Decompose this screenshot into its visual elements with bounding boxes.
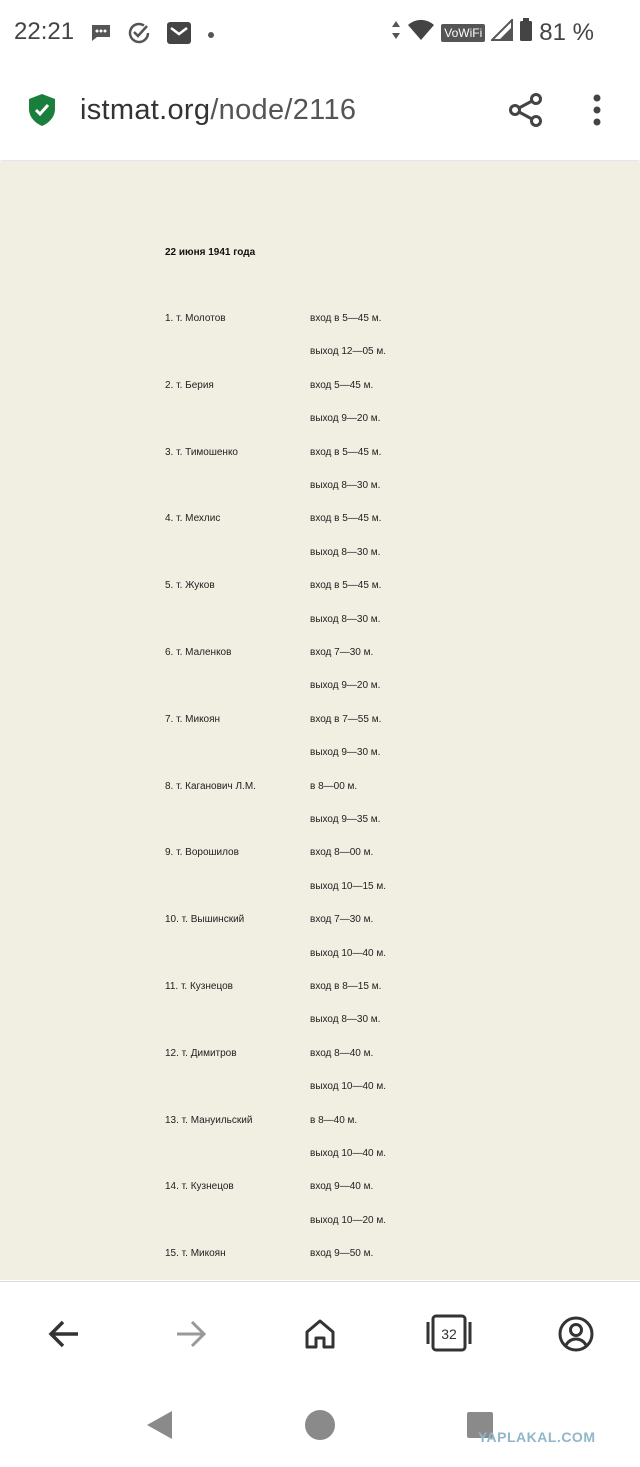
page-content: [0, 162, 640, 1280]
visit-log-row: [165, 313, 565, 333]
more-notifications-dot-icon: [206, 27, 216, 45]
visitor-name: 6. т. Маленков: [165, 647, 232, 658]
visit-log-row: [165, 781, 565, 801]
visit-log-row: [165, 914, 565, 934]
visitor-name: 12. т. Димитров: [165, 1047, 237, 1059]
entry-time: вход в 5—45 м.: [310, 446, 382, 458]
exit-time: выход 10—40 м.: [310, 1148, 387, 1159]
visitor-name: 14. т. Кузнецов: [165, 1181, 234, 1193]
visit-log-row: [165, 1081, 565, 1101]
battery-icon: [519, 18, 533, 47]
battery-percent: 81 %: [539, 18, 594, 46]
home-icon[interactable]: [298, 1312, 342, 1356]
visit-log-row: [165, 747, 565, 767]
visit-log-row: [165, 614, 565, 634]
browser-bottom-toolbar: [0, 1281, 640, 1382]
visit-log-row: [165, 380, 565, 400]
exit-time: выход 8—30 м.: [310, 546, 381, 558]
visit-log-row: [165, 814, 565, 834]
entry-time: вход 8—00 м.: [310, 847, 374, 859]
document-date: 22 июня 1941 года: [165, 247, 256, 258]
visitor-name: 4. т. Мехлис: [165, 513, 221, 525]
entry-time: вход в 8—15 м.: [310, 981, 382, 992]
visitor-name: 13. т. Мануильский: [165, 1114, 253, 1126]
visit-log-row: [165, 847, 565, 867]
visit-log-row: [165, 580, 565, 600]
visitor-name: 3. т. Тимошенко: [165, 446, 238, 458]
exit-time: выход 12—05 м.: [310, 346, 387, 358]
visitor-name: 8. т. Каганович Л.М.: [165, 780, 256, 792]
secure-shield-icon[interactable]: [28, 93, 56, 132]
exit-time: выход 10—20 м.: [310, 1214, 387, 1226]
notification-icons: [90, 20, 216, 51]
system-home-icon[interactable]: [304, 1409, 336, 1446]
system-status-icons: [391, 18, 594, 47]
cell-signal-icon: [491, 19, 513, 46]
browser-address-bar: [0, 66, 640, 160]
entry-time: вход 8—40 м.: [310, 1047, 374, 1059]
overflow-menu-icon[interactable]: [586, 94, 608, 133]
url-domain: istmat.org: [80, 94, 211, 126]
exit-time: выход 8—30 м.: [310, 1014, 381, 1026]
visit-log-row: [165, 513, 565, 533]
tabs-switcher-icon[interactable]: [426, 1312, 472, 1356]
visit-log-row: [165, 547, 565, 567]
status-bar: [0, 0, 640, 66]
exit-time: выход 10—15 м.: [310, 880, 387, 892]
wifi-icon: [407, 19, 435, 46]
vowifi-badge: VoWiFi: [441, 24, 485, 42]
message-notification-icon: [90, 23, 112, 48]
watermark: YAPLAKAL.COM: [478, 1429, 596, 1445]
exit-time: выход 9—20 м.: [310, 413, 381, 425]
entry-time: вход 7—30 м.: [310, 647, 374, 658]
visit-log-row: [165, 1148, 565, 1168]
visit-log-row: [165, 981, 565, 1001]
visit-log-row: [165, 1181, 565, 1201]
entry-time: вход в 5—45 м.: [310, 513, 382, 525]
visit-log-row: [165, 1048, 565, 1068]
back-arrow-icon[interactable]: [42, 1312, 86, 1356]
system-back-icon[interactable]: [144, 1409, 176, 1446]
data-activity-icon: [391, 19, 401, 46]
visitor-name: 15. т. Микоян: [165, 1248, 226, 1260]
exit-time: выход 8—30 м.: [310, 613, 381, 625]
visit-log-row: [165, 1248, 565, 1268]
mail-notification-icon: [166, 20, 192, 51]
exit-time: выход 9—35 м.: [310, 814, 381, 825]
visitor-name: 9. т. Ворошилов: [165, 847, 239, 859]
entry-time: в 8—40 м.: [310, 1114, 358, 1126]
entry-time: вход 5—45 м.: [310, 379, 374, 391]
entry-time: вход 7—30 м.: [310, 914, 374, 926]
check-circle-notification-icon: [126, 20, 152, 51]
visit-log-row: [165, 647, 565, 667]
visitor-name: 2. т. Берия: [165, 379, 214, 391]
visit-log-row: [165, 680, 565, 700]
visit-log-row: [165, 1215, 565, 1235]
visit-log-row: [165, 1115, 565, 1135]
entry-time: вход в 5—45 м.: [310, 580, 382, 592]
entry-time: вход 9—40 м.: [310, 1181, 374, 1193]
exit-time: выход 8—30 м.: [310, 480, 381, 491]
visitor-name: 5. т. Жуков: [165, 580, 215, 592]
exit-time: выход 9—30 м.: [310, 747, 381, 759]
tabs-count: 32: [441, 1326, 457, 1342]
visit-log-row: [165, 881, 565, 901]
visit-log-row: [165, 447, 565, 467]
url-path: /node/2116: [210, 94, 357, 126]
entry-time: в 8—00 м.: [310, 780, 358, 792]
share-icon[interactable]: [508, 92, 544, 133]
url-field[interactable]: [80, 94, 356, 127]
visitor-name: 10. т. Вышинский: [165, 914, 245, 926]
visit-log-row: [165, 1014, 565, 1034]
system-navigation-bar: [0, 1381, 640, 1467]
entry-time: вход в 5—45 м.: [310, 313, 382, 324]
visit-log-row: [165, 346, 565, 366]
visitor-name: 7. т. Микоян: [165, 713, 221, 725]
account-icon[interactable]: [554, 1312, 598, 1356]
forward-arrow-icon[interactable]: [169, 1312, 213, 1356]
visit-log-row: [165, 413, 565, 433]
exit-time: выход 10—40 м.: [310, 947, 387, 959]
entry-time: вход в 7—55 м.: [310, 713, 382, 725]
visitor-name: 11. т. Кузнецов: [165, 981, 233, 992]
entry-time: вход 9—50 м.: [310, 1248, 374, 1260]
visit-log-row: [165, 480, 565, 500]
exit-time: выход 10—40 м.: [310, 1081, 387, 1093]
visitor-name: 1. т. Молотов: [165, 313, 226, 324]
status-time: 22:21: [14, 18, 75, 45]
exit-time: выход 9—20 м.: [310, 680, 381, 692]
visit-log-row: [165, 714, 565, 734]
visit-log-row: [165, 948, 565, 968]
